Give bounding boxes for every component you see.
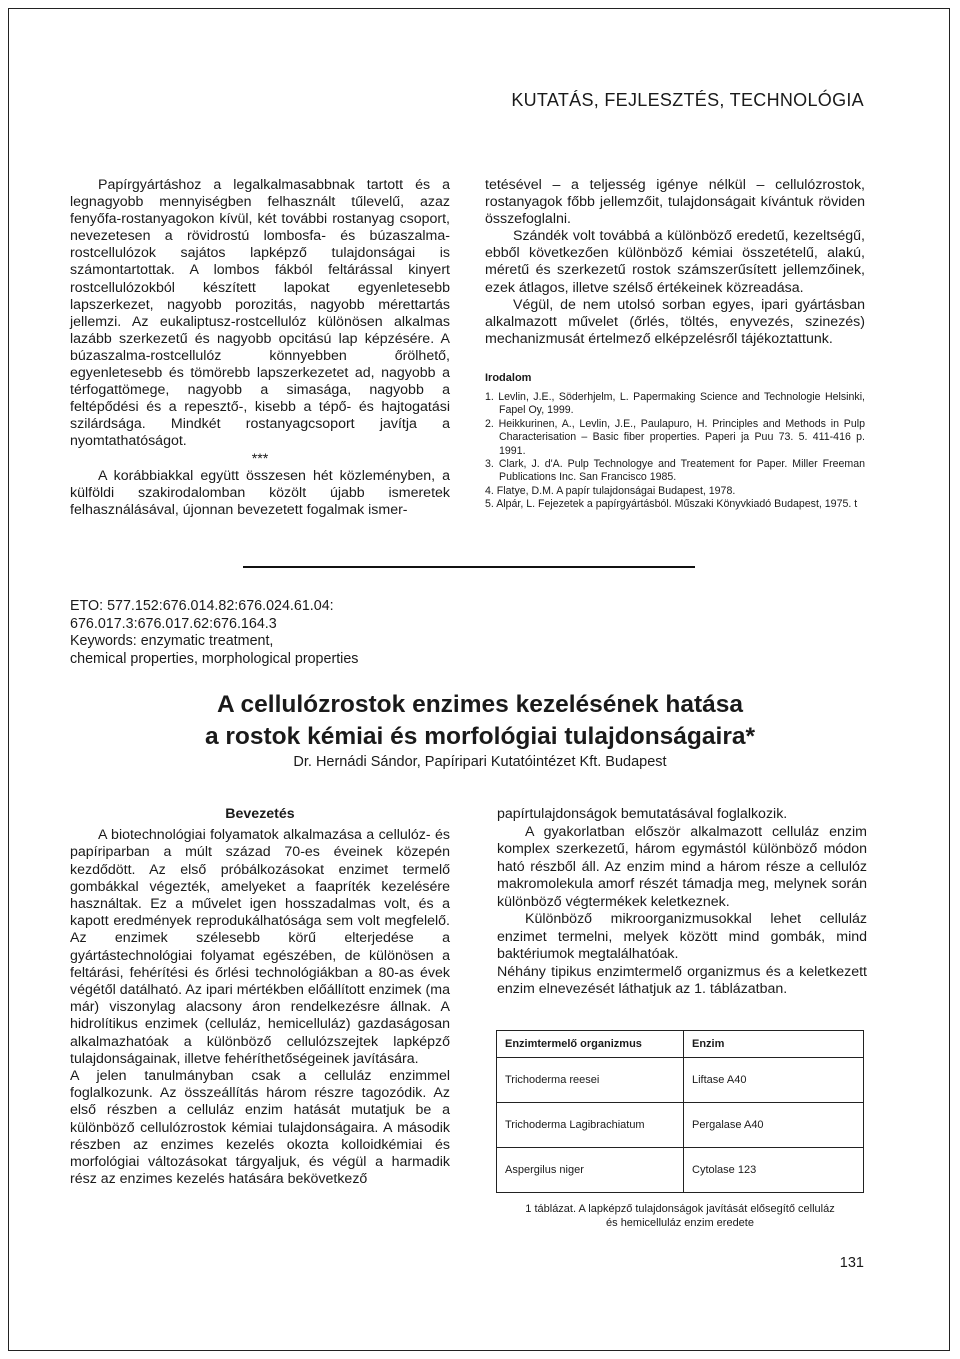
- column-top-right: [485, 177, 865, 512]
- keywords: Keywords: enzymatic treatment,: [70, 633, 274, 649]
- table-cell: Liftase A40: [684, 1058, 864, 1103]
- references-list: [485, 391, 865, 512]
- column-bottom-left: [70, 806, 450, 1188]
- eto-code: ETO: 577.152:676.014.82:676.024.61.04:: [70, 598, 334, 614]
- paragraph: Néhány tipikus enzimtermelő organizmus és a keletkezett enzim elnevezését láthatjuk az 1. táblázatban.: [497, 963, 867, 997]
- table-caption-line: és hemicelluláz enzim eredete: [606, 1217, 754, 1229]
- reference-item: 1. Levlin, J.E., Söderhjelm, L. Papermaking Science and Technologie Helsinki, Fapel Oy, 1999.: [485, 391, 865, 417]
- section-separator: ***: [251, 450, 269, 467]
- table-cell: Aspergilus niger: [497, 1148, 684, 1193]
- reference-item: 5. Alpár, L. Fejezetek a papírgyártásból. Műszaki Könyvkiadó Budapest, 1975. t: [485, 498, 858, 511]
- enzyme-table: [496, 1030, 864, 1193]
- table-caption: [496, 1202, 864, 1230]
- table-row: [497, 1058, 864, 1103]
- paragraph: Papírgyártáshoz a legalkalmasabbnak tartott és a legnagyobb mennyiségben felhasznált tűlevelű, azaz fenyőfa-rostanyagokon kívül, két további rostanyag csoport, nevezetesen a rövidrostú lombosfa- és búzaszalma-rostcellulózok sajátos lapképző tulajdonságai is számontartottak. A lombos fákból feltárással kinyert rostcellulózokból készített lapokat egyenletesebb lapszerkezet, nagyobb porozitás, nagyobb mérettartás jellemzi. Az eukaliptusz-rostcellulóz különösen alkalmas lazább szerkezetű és nagyobb opcitású lap képzésére. A búzaszalma-rostcellulóz könnyebben őrölhető, egyenletesebb és tömörebb lapszerkezetet ad, nagyobb a térfogattömege, nagyobb a simasága, nagyobb a feltépődési és a repesztő-, kisebb a tépő- és hajtogatási szilárdsága. Mindkét rostanyagcsoport javítja a nyomtathatóságot.: [70, 177, 450, 450]
- paragraph: A jelen tanulmányban csak a celluláz enzimmel foglalkozunk. Az összeállítás három részre tagozódik. Az első részben a celluláz enzim hatását mutatjuk be a különböző cellulózrostok kémiai tulajdonságaira. A második részben az enzimes kezelés okozta kolloidkémiai és morfológiai változásokat tárgyaljuk, és végül a harmadik rész az enzimes kezelés hatására bekövetkező: [70, 1068, 450, 1188]
- table-cell: Pergalase A40: [684, 1103, 864, 1148]
- article-title-line: a rostok kémiai és morfológiai tulajdonságaira*: [204, 723, 756, 750]
- article-title: [0, 689, 960, 753]
- paragraph: papírtulajdonságok bemutatásával foglalkozik.: [497, 806, 788, 822]
- paragraph: A gyakorlatban először alkalmazott celluláz enzim komplex szerkezetű, három egymástól különböző módon ható részből áll. Az enzim mind a három része a cellulóz makromolekula amorf részét támadja meg, melynek során különböző végtermékek keletkeznek.: [497, 823, 867, 910]
- article-metadata: [70, 598, 358, 668]
- article-title-line: A cellulózrostok enzimes kezelésének hatása: [216, 691, 744, 718]
- table-row: [497, 1103, 864, 1148]
- table-caption-line: 1 táblázat. A lapképző tulajdonságok javítását elősegítő celluláz: [525, 1203, 835, 1215]
- paragraph: Végül, de nem utolsó sorban egyes, ipari gyártásban alkalmazott művelet (őrlés, töltés, enyvezés, szinezés) mechanizmusát értelmező elképzelésről tájékoztattunk.: [485, 296, 865, 347]
- article-divider: [243, 566, 695, 568]
- table-header-cell: Enzimtermelő organizmus: [497, 1031, 684, 1058]
- paragraph: A biotechnológiai folyamatok alkalmazása a cellulóz- és papíriparban a múlt század 70-es éveinek közepén kezdődött. Az első próbálkozásokat enzimet termelő gombákkal végezték, amelyeket a faapríték kezelésére használtak. Ez a művelet igen hosszadalmas volt, és a kapott eredmények reprodukálhatósága sem volt megfelelő. Az enzimek szélesebb körű elterjedése a gyártástechnológiai folyamat egészében, de különösen a feltárási, fehérítési és őrlési technológiákban a 80-as évek végétől datálható. Az ipari mértékben előállított enzimek (ma már) viszonylag alacsony áron rendelkezésre állnak. A hidrolítikus enzimek (celluláz, hemicelluláz) gazdaságosan alkalmazhatóak a különböző cellulózszejtek lapképző tulajdonságainak, illetve fehéríthetőségeinek javítására.: [70, 827, 450, 1067]
- paragraph: Szándék volt továbbá a különböző eredetű, kezeltségű, ebből következően különböző kémiai összetételű, alakú, méretű és szerkezetű rostok számszerűsített jellemzőinek, ezek átlagos, illetve szélső értékeinek közreadása.: [485, 228, 865, 296]
- paragraph: tetésével – a teljesség igénye nélkül – cellulózrostok, rostanyagok főbb jellemzőit, tulajdonságait kívántuk röviden összefoglalni.: [485, 177, 865, 228]
- keywords: chemical properties, morphological properties: [70, 650, 359, 667]
- table-header-cell: Enzim: [684, 1031, 864, 1058]
- eto-code: 676.017.3:676.017.62:676.164.3: [70, 615, 277, 632]
- section-header: KUTATÁS, FEJLESZTÉS, TECHNOLÓGIA: [511, 90, 864, 110]
- table-cell: Trichoderma Lagibrachiatum: [497, 1103, 684, 1148]
- table-header-row: [497, 1031, 864, 1058]
- page-number: 131: [839, 1255, 864, 1271]
- reference-item: 2. Heikkurinen, A., Levlin, J.E., Paulapuro, H. Principles and Methods in Pulp Characterisation – Basic fiber properties. Paperi ja Puu 73. 5. 411-416 p. 1991.: [485, 417, 865, 457]
- reference-item: 3. Clark, J. d'A. Pulp Technologye and Treatement for Paper. Miller Freeman Publications Inc. San Francisco 1985.: [485, 458, 865, 484]
- table-cell: Trichoderma reesei: [497, 1058, 684, 1103]
- references-heading: Irodalom: [485, 371, 532, 384]
- article-author: Dr. Hernádi Sándor, Papíripari Kutatóintézet Kft. Budapest: [293, 754, 667, 770]
- table-cell: Cytolase 123: [684, 1148, 864, 1193]
- paragraph: A korábbiakkal együtt összesen hét közleményben, a külföldi szakirodalomban közölt újabb ismeretek felhasználásával, újonnan bevezetett fogalmak ismer-: [70, 467, 450, 518]
- paragraph: Különböző mikroorganizmusokkal lehet celluláz enzimet termelni, melyek között mind gombák, mind baktériumok megtalálhatóak.: [497, 911, 867, 962]
- reference-item: 4. Flatye, D.M. A papír tulajdonságai Budapest, 1978.: [485, 484, 736, 497]
- table-row: [497, 1148, 864, 1193]
- column-bottom-right: [497, 806, 867, 999]
- column-top-left: [70, 177, 450, 519]
- section-heading: Bevezetés: [225, 806, 295, 822]
